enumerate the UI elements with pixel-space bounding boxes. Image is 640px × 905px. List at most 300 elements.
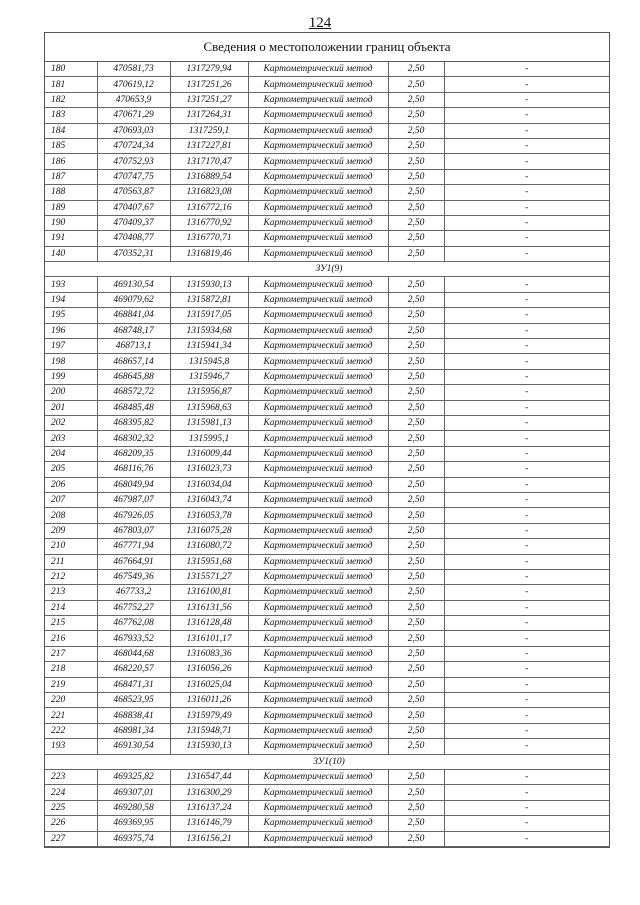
accuracy-cell: 2,50 [388,169,444,184]
x-coordinate-cell: 467926,05 [97,508,170,523]
x-coordinate-cell: 468838,41 [97,708,170,723]
description-cell: - [444,693,609,708]
point-number-cell: 201 [45,400,97,415]
x-coordinate-cell: 470352,31 [97,246,170,261]
method-cell: Картометрический метод [248,816,388,831]
method-cell: Картометрический метод [248,277,388,292]
point-number-cell: 204 [45,446,97,461]
table-row [45,831,609,846]
description-cell: - [444,769,609,784]
table-row [45,92,609,107]
accuracy-cell: 2,50 [388,123,444,138]
x-coordinate-cell: 469130,54 [97,277,170,292]
method-cell: Картометрический метод [248,477,388,492]
accuracy-cell: 2,50 [388,323,444,338]
method-cell: Картометрический метод [248,62,388,77]
table-row [45,400,609,415]
point-number-cell: 198 [45,354,97,369]
table-row [45,631,609,646]
description-cell: - [444,123,609,138]
table-row [45,354,609,369]
x-coordinate-cell: 468485,48 [97,400,170,415]
x-coordinate-cell: 468841,04 [97,308,170,323]
point-number-cell: 214 [45,600,97,615]
y-coordinate-cell: 1317251,26 [170,77,248,92]
y-coordinate-cell: 1316146,79 [170,816,248,831]
x-coordinate-cell: 468657,14 [97,354,170,369]
point-number-cell: 193 [45,739,97,754]
accuracy-cell: 2,50 [388,708,444,723]
x-coordinate-cell: 468713,1 [97,339,170,354]
table-row [45,138,609,153]
accuracy-cell: 2,50 [388,631,444,646]
x-coordinate-cell: 468049,94 [97,477,170,492]
accuracy-cell: 2,50 [388,723,444,738]
y-coordinate-cell: 1316025,04 [170,677,248,692]
y-coordinate-cell: 1316100,81 [170,585,248,600]
y-coordinate-cell: 1316547,44 [170,769,248,784]
table-row [45,215,609,230]
x-coordinate-cell: 468523,95 [97,693,170,708]
description-cell: - [444,816,609,831]
description-cell: - [444,339,609,354]
accuracy-cell: 2,50 [388,539,444,554]
point-number-cell: 215 [45,616,97,631]
x-coordinate-cell: 469079,62 [97,292,170,307]
accuracy-cell: 2,50 [388,769,444,784]
accuracy-cell: 2,50 [388,508,444,523]
accuracy-cell: 2,50 [388,831,444,846]
x-coordinate-cell: 468044,68 [97,646,170,661]
y-coordinate-cell: 1316823,08 [170,185,248,200]
accuracy-cell: 2,50 [388,492,444,507]
point-number-cell: 211 [45,554,97,569]
x-coordinate-cell: 467771,94 [97,539,170,554]
method-cell: Картометрический метод [248,400,388,415]
table-row [45,277,609,292]
x-coordinate-cell: 470752,93 [97,154,170,169]
point-number-cell: 184 [45,123,97,138]
boundary-table [45,62,609,847]
description-cell: - [444,492,609,507]
method-cell: Картометрический метод [248,77,388,92]
point-number-cell: 200 [45,385,97,400]
method-cell: Картометрический метод [248,415,388,430]
y-coordinate-cell: 1316011,26 [170,693,248,708]
description-cell: - [444,200,609,215]
description-cell: - [444,523,609,538]
point-number-cell: 207 [45,492,97,507]
y-coordinate-cell: 1315951,68 [170,554,248,569]
method-cell: Картометрический метод [248,616,388,631]
accuracy-cell: 2,50 [388,185,444,200]
method-cell: Картометрический метод [248,492,388,507]
accuracy-cell: 2,50 [388,554,444,569]
point-number-cell: 181 [45,77,97,92]
point-number-cell: 205 [45,462,97,477]
point-number-cell: 227 [45,831,97,846]
method-cell: Картометрический метод [248,323,388,338]
accuracy-cell: 2,50 [388,400,444,415]
x-coordinate-cell: 468572,72 [97,385,170,400]
y-coordinate-cell: 1316101,17 [170,631,248,646]
accuracy-cell: 2,50 [388,354,444,369]
method-cell: Картометрический метод [248,154,388,169]
accuracy-cell: 2,50 [388,800,444,815]
table-row [45,616,609,631]
description-cell: - [444,723,609,738]
accuracy-cell: 2,50 [388,693,444,708]
x-coordinate-cell: 467933,52 [97,631,170,646]
table-row [45,600,609,615]
x-coordinate-cell: 468471,31 [97,677,170,692]
accuracy-cell: 2,50 [388,369,444,384]
accuracy-cell: 2,50 [388,415,444,430]
y-coordinate-cell: 1316056,26 [170,662,248,677]
table-row [45,446,609,461]
method-cell: Картометрический метод [248,123,388,138]
point-number-cell: 195 [45,308,97,323]
description-cell: - [444,785,609,800]
table-row [45,339,609,354]
table-row [45,200,609,215]
method-cell: Картометрический метод [248,785,388,800]
x-coordinate-cell: 470408,77 [97,231,170,246]
x-coordinate-cell: 467549,36 [97,569,170,584]
accuracy-cell: 2,50 [388,616,444,631]
point-number-cell: 220 [45,693,97,708]
table-row [45,108,609,123]
method-cell: Картометрический метод [248,215,388,230]
description-cell: - [444,800,609,815]
y-coordinate-cell: 1316034,04 [170,477,248,492]
method-cell: Картометрический метод [248,354,388,369]
accuracy-cell: 2,50 [388,92,444,107]
page-number: 124 [308,15,332,31]
description-cell: - [444,677,609,692]
accuracy-cell: 2,50 [388,231,444,246]
y-coordinate-cell: 1316075,28 [170,523,248,538]
y-coordinate-cell: 1316819,46 [170,246,248,261]
method-cell: Картометрический метод [248,462,388,477]
point-number-cell: 191 [45,231,97,246]
description-cell: - [444,662,609,677]
point-number-cell: 223 [45,769,97,784]
point-number-cell: 187 [45,169,97,184]
y-coordinate-cell: 1315941,34 [170,339,248,354]
table-row [45,693,609,708]
description-cell: - [444,92,609,107]
accuracy-cell: 2,50 [388,662,444,677]
table-row [45,415,609,430]
method-cell: Картометрический метод [248,446,388,461]
point-number-cell: 183 [45,108,97,123]
table-row [45,554,609,569]
method-cell: Картометрический метод [248,108,388,123]
point-number-cell: 209 [45,523,97,538]
y-coordinate-cell: 1316137,24 [170,800,248,815]
description-cell: - [444,354,609,369]
point-number-cell: 189 [45,200,97,215]
table-title: Сведения о местоположении границ объекта [45,33,609,62]
table-row [45,292,609,307]
point-number-cell: 225 [45,800,97,815]
x-coordinate-cell: 470563,87 [97,185,170,200]
accuracy-cell: 2,50 [388,739,444,754]
y-coordinate-cell: 1316080,72 [170,539,248,554]
description-cell: - [444,708,609,723]
table-row [45,539,609,554]
x-coordinate-cell: 468645,88 [97,369,170,384]
point-number-cell: 208 [45,508,97,523]
x-coordinate-cell: 470619,12 [97,77,170,92]
y-coordinate-cell: 1315872,81 [170,292,248,307]
method-cell: Картометрический метод [248,92,388,107]
description-cell: - [444,231,609,246]
point-number-cell: 203 [45,431,97,446]
x-coordinate-cell: 470581,73 [97,62,170,77]
description-cell: - [444,77,609,92]
table-row [45,569,609,584]
table-row [45,723,609,738]
method-cell: Картометрический метод [248,523,388,538]
accuracy-cell: 2,50 [388,446,444,461]
method-cell: Картометрический метод [248,246,388,261]
method-cell: Картометрический метод [248,292,388,307]
x-coordinate-cell: 468748,17 [97,323,170,338]
description-cell: - [444,108,609,123]
description-cell: - [444,600,609,615]
table-row [45,462,609,477]
x-coordinate-cell: 467987,07 [97,492,170,507]
table-row [45,769,609,784]
table-row [45,477,609,492]
x-coordinate-cell: 470671,29 [97,108,170,123]
x-coordinate-cell: 468981,34 [97,723,170,738]
x-coordinate-cell: 470407,67 [97,200,170,215]
x-coordinate-cell: 468302,32 [97,431,170,446]
accuracy-cell: 2,50 [388,600,444,615]
point-number-cell: 222 [45,723,97,738]
point-number-cell: 194 [45,292,97,307]
method-cell: Картометрический метод [248,308,388,323]
x-coordinate-cell: 470693,03 [97,123,170,138]
point-number-cell: 193 [45,277,97,292]
y-coordinate-cell: 1317259,1 [170,123,248,138]
method-cell: Картометрический метод [248,677,388,692]
point-number-cell: 206 [45,477,97,492]
accuracy-cell: 2,50 [388,569,444,584]
accuracy-cell: 2,50 [388,785,444,800]
description-cell: - [444,385,609,400]
method-cell: Картометрический метод [248,385,388,400]
point-number-cell: 221 [45,708,97,723]
method-cell: Картометрический метод [248,138,388,153]
y-coordinate-cell: 1315968,63 [170,400,248,415]
point-number-cell: 185 [45,138,97,153]
y-coordinate-cell: 1317251,27 [170,92,248,107]
description-cell: - [444,323,609,338]
method-cell: Картометрический метод [248,508,388,523]
x-coordinate-cell: 470724,34 [97,138,170,153]
point-number-cell: 180 [45,62,97,77]
y-coordinate-cell: 1317279,94 [170,62,248,77]
table-row [45,308,609,323]
accuracy-cell: 2,50 [388,246,444,261]
accuracy-cell: 2,50 [388,154,444,169]
section-label: ЗУ1(10) [45,754,609,769]
y-coordinate-cell: 1316023,73 [170,462,248,477]
table-row [45,585,609,600]
x-coordinate-cell: 470653,9 [97,92,170,107]
accuracy-cell: 2,50 [388,138,444,153]
y-coordinate-cell: 1317227,81 [170,138,248,153]
y-coordinate-cell: 1315995,1 [170,431,248,446]
table-row [45,523,609,538]
y-coordinate-cell: 1315930,13 [170,739,248,754]
description-cell: - [444,169,609,184]
description-cell: - [444,462,609,477]
method-cell: Картометрический метод [248,585,388,600]
point-number-cell: 226 [45,816,97,831]
description-cell: - [444,539,609,554]
description-cell: - [444,554,609,569]
point-number-cell: 188 [45,185,97,200]
y-coordinate-cell: 1315981,13 [170,415,248,430]
accuracy-cell: 2,50 [388,308,444,323]
y-coordinate-cell: 1315571,27 [170,569,248,584]
method-cell: Картометрический метод [248,554,388,569]
table-body [45,62,609,846]
method-cell: Картометрический метод [248,769,388,784]
point-number-cell: 213 [45,585,97,600]
description-cell: - [444,62,609,77]
x-coordinate-cell: 467752,27 [97,600,170,615]
method-cell: Картометрический метод [248,231,388,246]
y-coordinate-cell: 1316770,92 [170,215,248,230]
description-cell: - [444,646,609,661]
method-cell: Картометрический метод [248,708,388,723]
y-coordinate-cell: 1315945,8 [170,354,248,369]
description-cell: - [444,569,609,584]
table-row [45,231,609,246]
y-coordinate-cell: 1316053,78 [170,508,248,523]
x-coordinate-cell: 469307,01 [97,785,170,800]
accuracy-cell: 2,50 [388,339,444,354]
method-cell: Картометрический метод [248,185,388,200]
y-coordinate-cell: 1315934,68 [170,323,248,338]
description-cell: - [444,292,609,307]
y-coordinate-cell: 1315917,05 [170,308,248,323]
y-coordinate-cell: 1316772,16 [170,200,248,215]
point-number-cell: 140 [45,246,97,261]
x-coordinate-cell: 468209,35 [97,446,170,461]
description-cell: - [444,616,609,631]
description-cell: - [444,431,609,446]
x-coordinate-cell: 469325,82 [97,769,170,784]
description-cell: - [444,585,609,600]
method-cell: Картометрический метод [248,662,388,677]
y-coordinate-cell: 1316156,21 [170,831,248,846]
table-row [45,323,609,338]
y-coordinate-cell: 1316128,48 [170,616,248,631]
table-row [45,739,609,754]
method-cell: Картометрический метод [248,600,388,615]
accuracy-cell: 2,50 [388,292,444,307]
description-cell: - [444,154,609,169]
point-number-cell: 199 [45,369,97,384]
accuracy-cell: 2,50 [388,385,444,400]
y-coordinate-cell: 1316300,29 [170,785,248,800]
accuracy-cell: 2,50 [388,646,444,661]
description-cell: - [444,446,609,461]
accuracy-cell: 2,50 [388,585,444,600]
y-coordinate-cell: 1316009,44 [170,446,248,461]
table-row [45,816,609,831]
table-row [45,369,609,384]
point-number-cell: 217 [45,646,97,661]
y-coordinate-cell: 1315930,13 [170,277,248,292]
x-coordinate-cell: 468395,82 [97,415,170,430]
description-cell: - [444,831,609,846]
accuracy-cell: 2,50 [388,477,444,492]
table-row [45,677,609,692]
method-cell: Картометрический метод [248,831,388,846]
method-cell: Картометрический метод [248,539,388,554]
description-cell: - [444,415,609,430]
method-cell: Картометрический метод [248,646,388,661]
accuracy-cell: 2,50 [388,677,444,692]
method-cell: Картометрический метод [248,569,388,584]
method-cell: Картометрический метод [248,739,388,754]
x-coordinate-cell: 470409,37 [97,215,170,230]
section-label: ЗУ1(9) [45,262,609,277]
accuracy-cell: 2,50 [388,108,444,123]
y-coordinate-cell: 1315956,87 [170,385,248,400]
accuracy-cell: 2,50 [388,523,444,538]
point-number-cell: 197 [45,339,97,354]
section-row [45,754,609,769]
x-coordinate-cell: 470747,75 [97,169,170,184]
table-row [45,246,609,261]
y-coordinate-cell: 1316131,56 [170,600,248,615]
x-coordinate-cell: 467733,2 [97,585,170,600]
section-row [45,262,609,277]
x-coordinate-cell: 469375,74 [97,831,170,846]
y-coordinate-cell: 1316770,71 [170,231,248,246]
method-cell: Картометрический метод [248,631,388,646]
method-cell: Картометрический метод [248,431,388,446]
point-number-cell: 212 [45,569,97,584]
table-row [45,492,609,507]
x-coordinate-cell: 467664,91 [97,554,170,569]
description-cell: - [444,246,609,261]
method-cell: Картометрический метод [248,339,388,354]
point-number-cell: 219 [45,677,97,692]
y-coordinate-cell: 1315946,7 [170,369,248,384]
method-cell: Картометрический метод [248,200,388,215]
table-row [45,169,609,184]
accuracy-cell: 2,50 [388,462,444,477]
point-number-cell: 224 [45,785,97,800]
accuracy-cell: 2,50 [388,77,444,92]
boundary-table-container [44,32,610,848]
description-cell: - [444,739,609,754]
accuracy-cell: 2,50 [388,277,444,292]
point-number-cell: 182 [45,92,97,107]
table-row [45,62,609,77]
table-row [45,154,609,169]
